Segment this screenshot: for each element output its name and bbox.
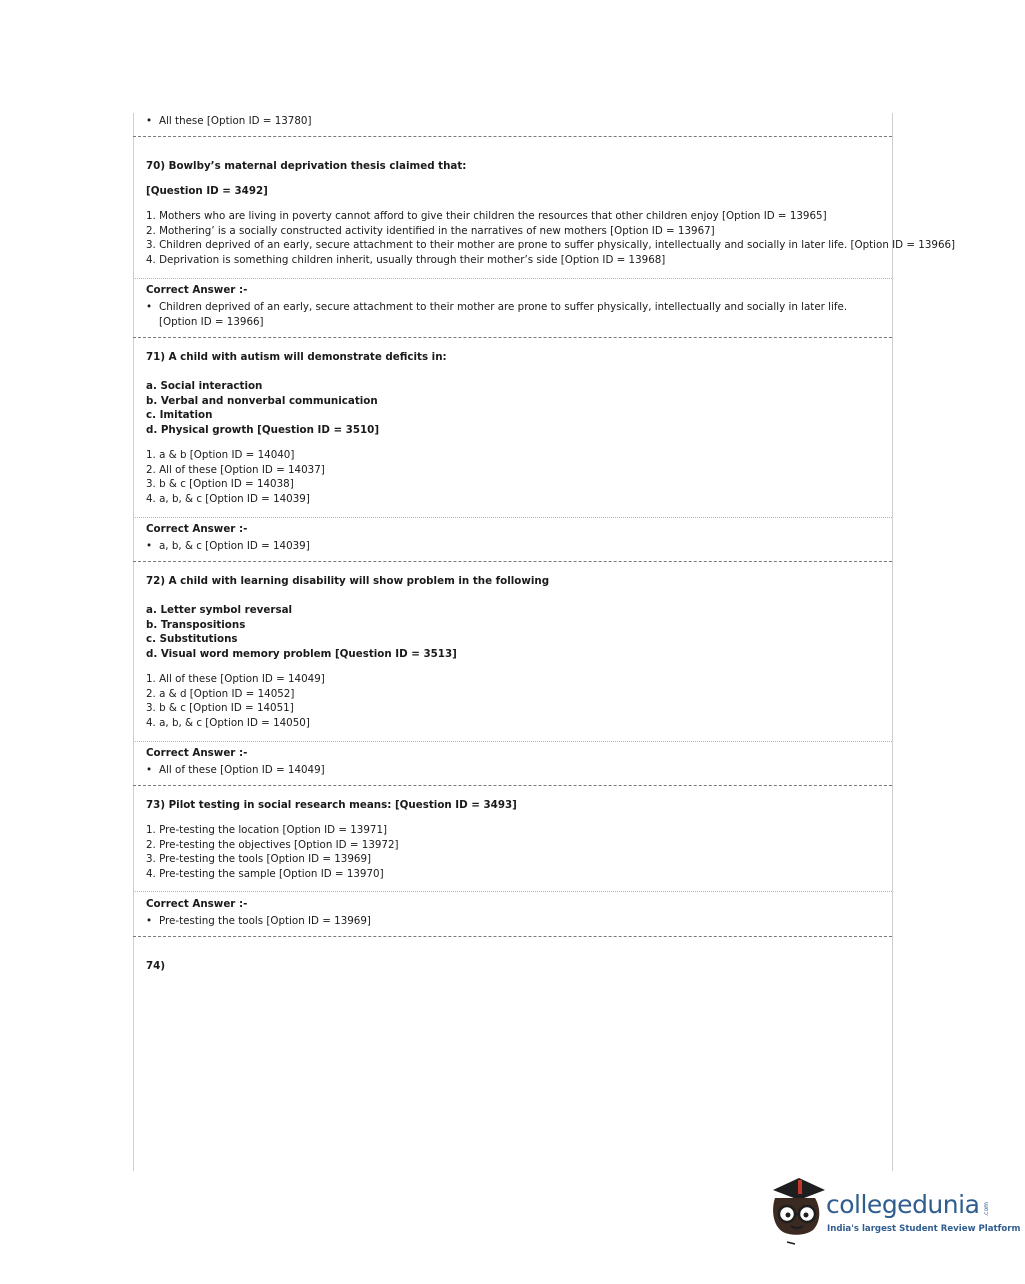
- sub-item: a. Letter symbol reversal: [146, 604, 293, 616]
- question-70-answer: • Children deprived of an early, secure attachment to their mother are prone to suffer physically, intellectually and socially in later life. [Option ID = 13966]: [146, 300, 871, 329]
- question-71-items: [146, 379, 379, 438]
- sub-item: c. Imitation: [146, 409, 213, 422]
- question-73-answer: • Pre-testing the tools [Option ID = 13969]: [146, 914, 371, 929]
- correct-answer-label: Correct Answer :-: [146, 747, 248, 759]
- correct-answer-label: Correct Answer :-: [146, 898, 248, 910]
- option: 2. a & d [Option ID = 14052]: [146, 687, 295, 700]
- logo-suffix: .com: [983, 1202, 990, 1217]
- collegedunia-logo: [765, 1176, 1021, 1246]
- correct-answer-label: Correct Answer :-: [146, 523, 248, 535]
- question-70-title: 70) Bowlby’s maternal deprivation thesis claimed that:: [146, 160, 467, 172]
- sub-item: c. Substitutions: [146, 633, 238, 646]
- separator: [133, 891, 892, 892]
- option: 4. Pre-testing the sample [Option ID = 13970]: [146, 868, 384, 881]
- option: 3. b & c [Option ID = 14051]: [146, 702, 294, 715]
- sub-item: b. Transpositions: [146, 618, 246, 631]
- option: 3. b & c [Option ID = 14038]: [146, 478, 294, 491]
- separator: [133, 741, 892, 742]
- option: 1. Mothers who are living in poverty cannot afford to give their children the resources that other children enjoy [Option ID = 13965]: [146, 210, 827, 222]
- sub-item: d. Physical growth [Question ID = 3510]: [146, 424, 380, 437]
- separator: [133, 517, 892, 518]
- question-73-options: [146, 823, 399, 882]
- option: 3. Pre-testing the tools [Option ID = 13969]: [146, 853, 372, 866]
- question-71-answer: • a, b, & c [Option ID = 14039]: [146, 539, 310, 554]
- separator: [133, 561, 892, 562]
- question-71-title: 71) A child with autism will demonstrate deficits in:: [146, 351, 447, 363]
- separator: [133, 785, 892, 786]
- question-72-title: 72) A child with learning disability will show problem in the following: [146, 575, 550, 587]
- sub-item: a. Social interaction: [146, 380, 263, 392]
- sub-item: b. Verbal and nonverbal communication: [146, 394, 378, 407]
- question-71-options: [146, 448, 325, 507]
- question-72-options: [146, 672, 325, 731]
- option: 2. All of these [Option ID = 14037]: [146, 463, 325, 476]
- option: 1. Pre-testing the location [Option ID = 13971]: [146, 824, 388, 836]
- option: 4. Deprivation is something children inherit, usually through their mother’s side [Option ID = 13968]: [146, 254, 666, 267]
- previous-correct-answer: • All these [Option ID = 13780]: [146, 114, 311, 129]
- question-70-options: [146, 209, 955, 268]
- logo-tagline: India's largest Student Review Platform: [827, 1224, 1021, 1234]
- question-70-id: [Question ID = 3492]: [146, 185, 268, 197]
- question-72-answer: • All of these [Option ID = 14049]: [146, 763, 325, 778]
- separator: [133, 278, 892, 279]
- graduate-mascot-icon: [765, 1176, 827, 1246]
- option: 2. Pre-testing the objectives [Option ID = 13972]: [146, 838, 399, 851]
- option: 1. All of these [Option ID = 14049]: [146, 673, 325, 685]
- option: 4. a, b, & c [Option ID = 14050]: [146, 717, 310, 730]
- logo-wordmark: collegedunia: [826, 1190, 980, 1219]
- option: 3. Children deprived of an early, secure attachment to their mother are prone to suffer physically, intellectually and socially in later life. [Option ID = 13966]: [146, 239, 956, 252]
- option: 4. a, b, & c [Option ID = 14039]: [146, 493, 310, 506]
- correct-answer-label: Correct Answer :-: [146, 284, 248, 296]
- separator: [133, 136, 892, 137]
- option: 1. a & b [Option ID = 14040]: [146, 449, 295, 461]
- separator: [133, 337, 892, 338]
- question-72-items: [146, 603, 457, 662]
- question-73-title: 73) Pilot testing in social research means: [Question ID = 3493]: [146, 799, 517, 811]
- option: 2. Mothering’ is a socially constructed activity identified in the narratives of new mothers [Option ID = 13967]: [146, 224, 715, 237]
- question-74-title: 74): [146, 960, 166, 972]
- separator: [133, 936, 892, 937]
- sub-item: d. Visual word memory problem [Question ID = 3513]: [146, 648, 457, 661]
